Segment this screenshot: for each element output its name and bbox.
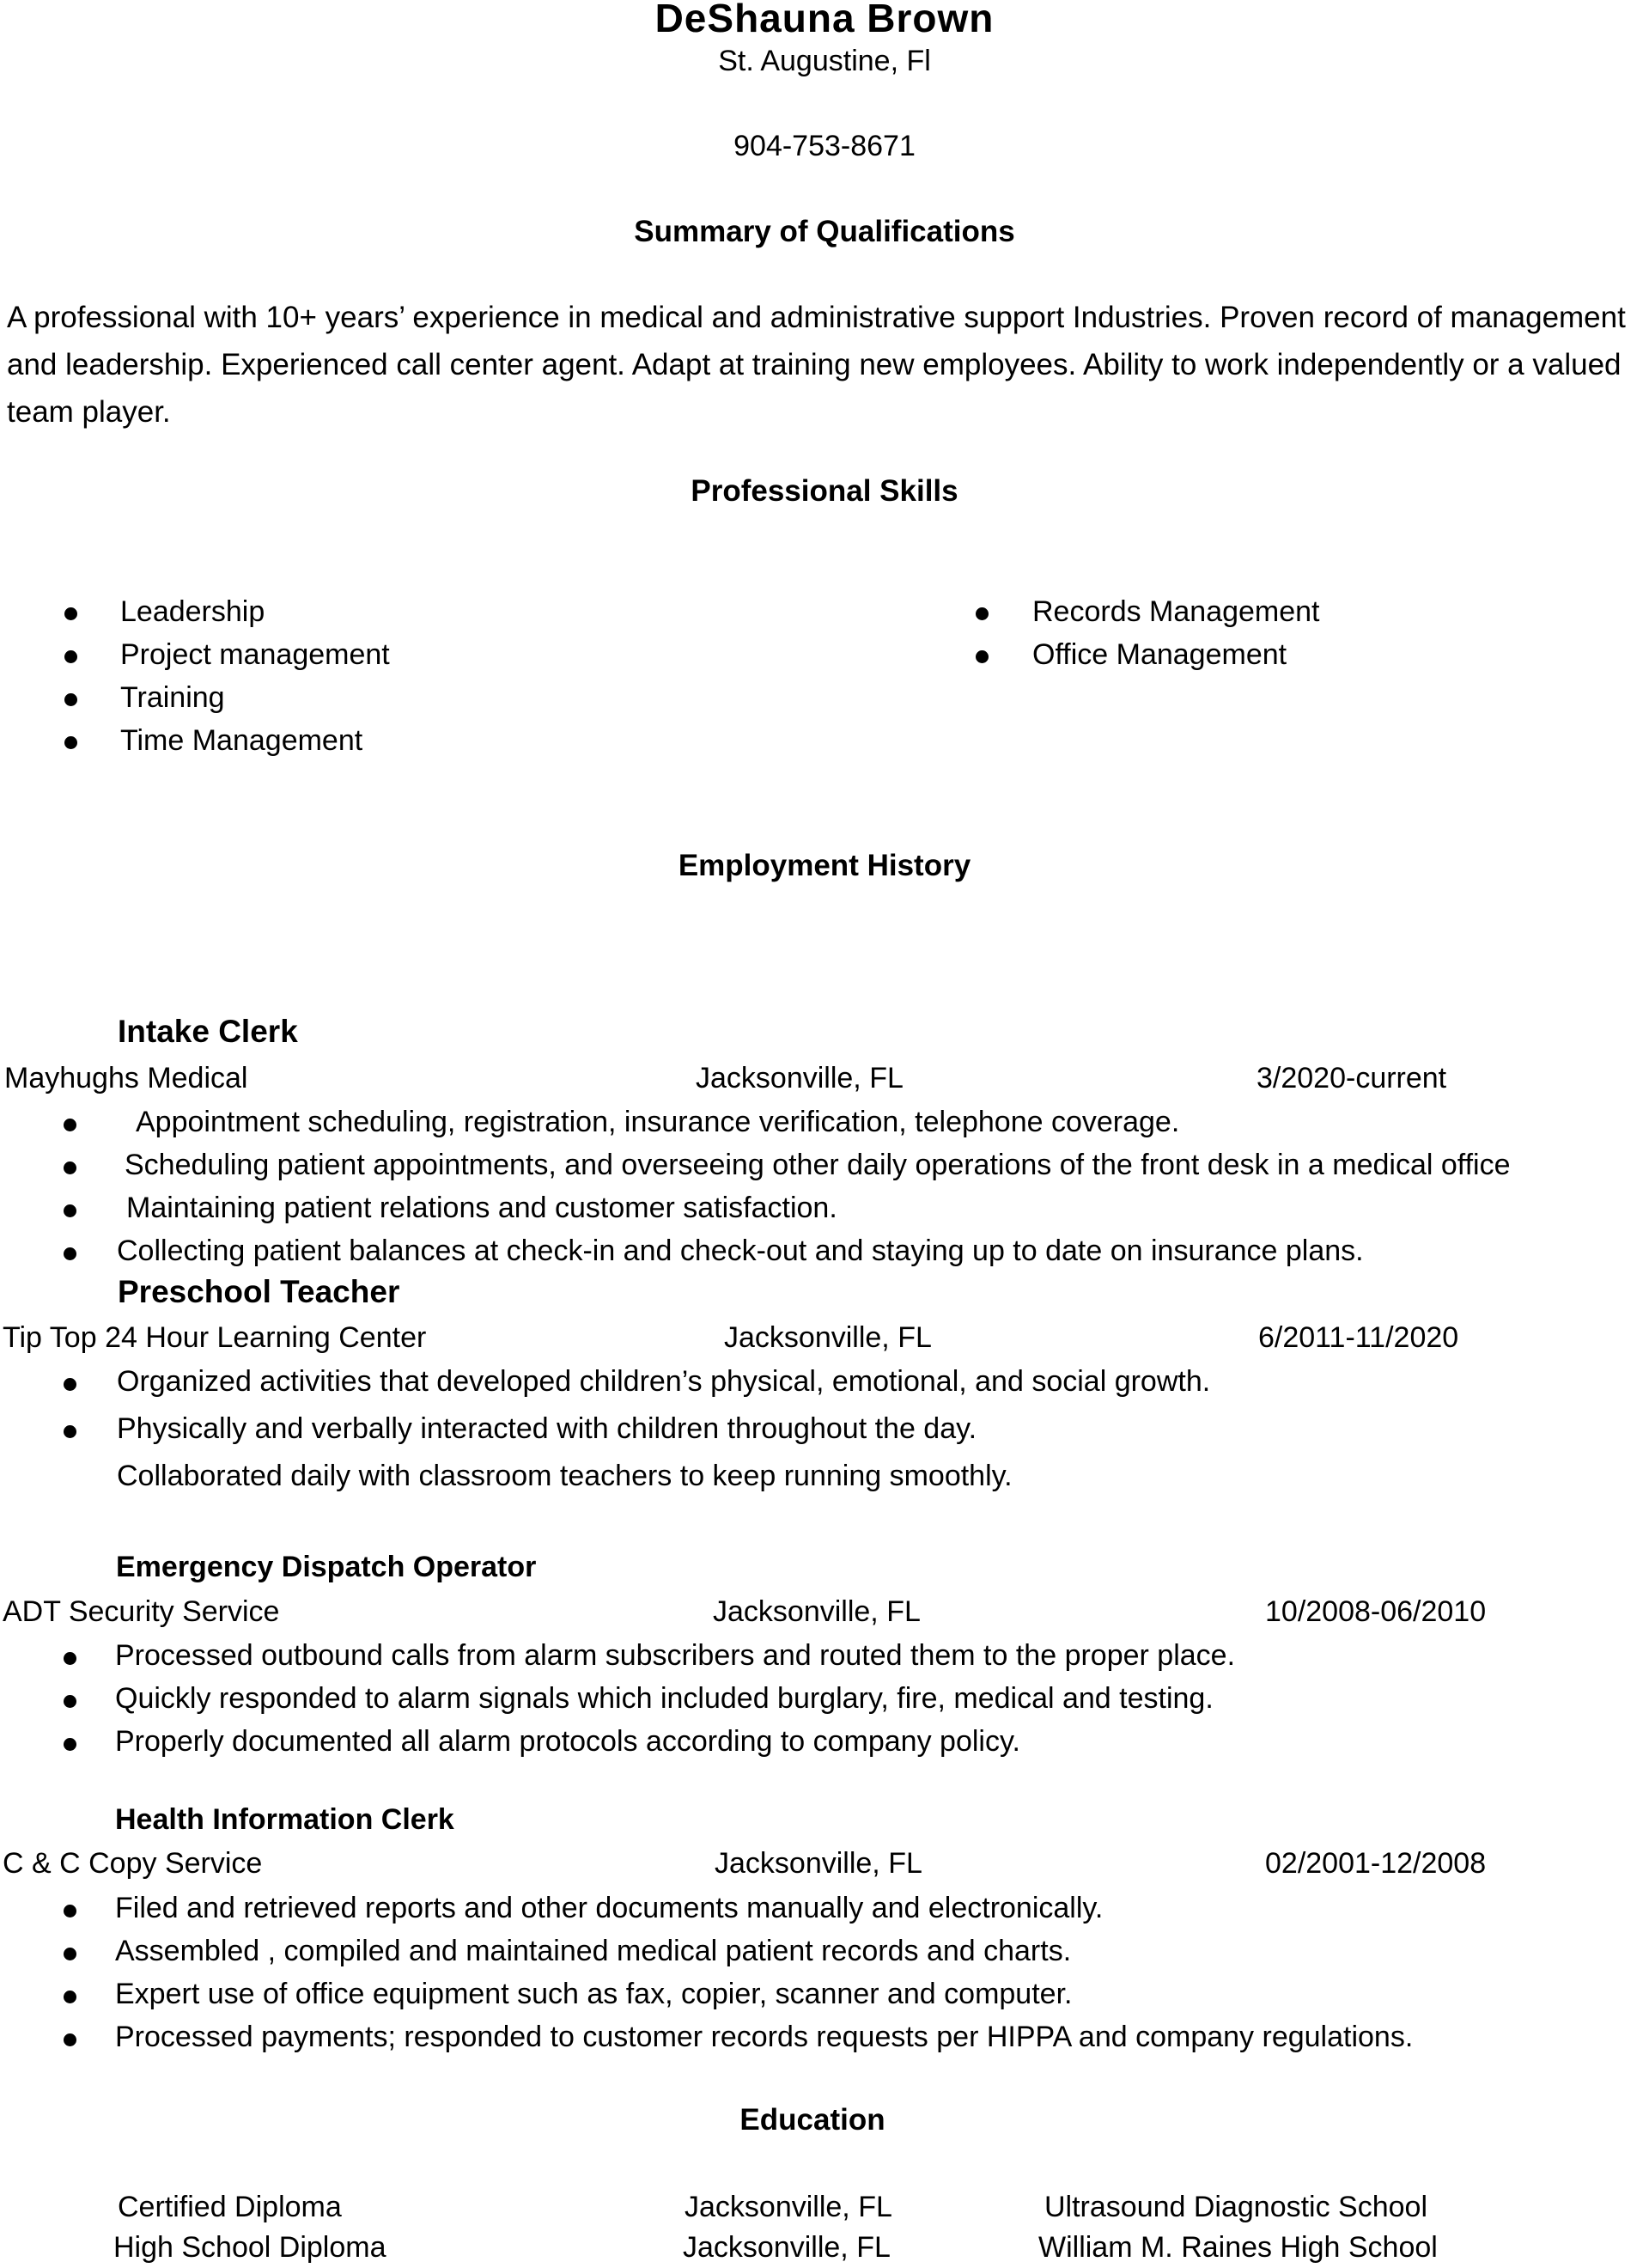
bullet-icon [64, 2033, 76, 2046]
bullet-icon [64, 1119, 76, 1131]
skill-item: Time Management [120, 724, 363, 757]
skill-item: Office Management [1032, 638, 1287, 671]
education-school: Ultrasound Diagnostic School [1044, 2191, 1428, 2223]
job-company: C & C Copy Service [3, 1847, 263, 1880]
bullet-icon [64, 1738, 76, 1751]
education-degree: High School Diploma [113, 2231, 386, 2264]
education-heading: Education [739, 2103, 885, 2137]
bullet-icon [64, 1695, 76, 1708]
education-school: William M. Raines High School [1038, 2231, 1438, 2264]
bullet-icon [64, 1991, 76, 2003]
skill-item: Records Management [1032, 595, 1320, 628]
location: St. Augustine, Fl [718, 45, 931, 77]
job-extra-line: Collaborated daily with classroom teachers to keep running smoothly. [117, 1460, 1013, 1492]
job-bullet: Organized activities that developed children’s physical, emotional, and social growth. [117, 1365, 1211, 1398]
bullet-icon [64, 1948, 76, 1960]
bullet-icon [976, 650, 989, 663]
skill-item: Project management [120, 638, 390, 671]
job-dates: 02/2001-12/2008 [1265, 1847, 1487, 1880]
employment-heading: Employment History [678, 849, 971, 882]
skill-item: Leadership [120, 595, 265, 628]
bullet-icon [64, 693, 77, 706]
bullet-icon [64, 1378, 76, 1391]
job-dates: 6/2011-11/2020 [1258, 1321, 1459, 1354]
education-degree: Certified Diploma [118, 2191, 342, 2223]
job-title: Intake Clerk [118, 1014, 298, 1049]
job-bullet: Collecting patient balances at check-in and check-out and staying up to date on insurance plans. [117, 1235, 1364, 1267]
job-city: Jacksonville, FL [715, 1847, 922, 1880]
education-city: Jacksonville, FL [685, 2191, 892, 2223]
job-bullet: Physically and verbally interacted with children throughout the day. [117, 1412, 977, 1445]
job-bullet: Assembled , compiled and maintained medical patient records and charts. [115, 1935, 1072, 1967]
bullet-icon [64, 736, 77, 749]
summary-text: A professional with 10+ years’ experience in medical and administrative support Industries. Proven record of management and leadership. Experienced call center agent. Adapt at training new employees. Ability to work independently or a valued team player. [7, 301, 1626, 429]
summary-heading: Summary of Qualifications [634, 215, 1015, 248]
bullet-icon [64, 1905, 76, 1917]
job-city: Jacksonville, FL [696, 1062, 904, 1094]
job-title: Preschool Teacher [118, 1274, 400, 1309]
bullet-icon [64, 1247, 76, 1260]
job-bullet: Properly documented all alarm protocols according to company policy. [115, 1725, 1020, 1758]
bullet-icon [64, 1425, 76, 1438]
job-bullet: Processed outbound calls from alarm subscribers and routed them to the proper place. [115, 1639, 1236, 1672]
phone-number: 904-753-8671 [733, 130, 916, 162]
education-city: Jacksonville, FL [683, 2231, 891, 2264]
bullet-icon [64, 1161, 76, 1174]
candidate-name: DeShauna Brown [654, 0, 995, 40]
bullet-icon [976, 607, 989, 620]
job-title: Health Information Clerk [115, 1803, 454, 1836]
bullet-icon [64, 607, 77, 620]
job-bullet: Quickly responded to alarm signals which included burglary, fire, medical and testing. [115, 1682, 1214, 1715]
job-city: Jacksonville, FL [724, 1321, 932, 1354]
bullet-icon [64, 1652, 76, 1665]
job-dates: 10/2008-06/2010 [1265, 1595, 1487, 1628]
job-dates: 3/2020-current [1257, 1062, 1447, 1094]
job-city: Jacksonville, FL [713, 1595, 921, 1628]
job-bullet: Appointment scheduling, registration, insurance verification, telephone coverage. [136, 1106, 1180, 1138]
job-bullet: Filed and retrieved reports and other documents manually and electronically. [115, 1892, 1104, 1924]
job-company: ADT Security Service [3, 1595, 280, 1628]
job-bullet: Processed payments; responded to customer records requests per HIPPA and company regulations. [115, 2021, 1414, 2053]
bullet-icon [64, 1204, 76, 1217]
job-title: Emergency Dispatch Operator [116, 1551, 537, 1583]
skills-heading: Professional Skills [691, 474, 958, 508]
bullet-icon [64, 650, 77, 663]
job-bullet: Maintaining patient relations and customer satisfaction. [126, 1192, 837, 1224]
job-company: Tip Top 24 Hour Learning Center [3, 1321, 427, 1354]
job-bullet: Expert use of office equipment such as fax, copier, scanner and computer. [115, 1978, 1073, 2010]
skill-item: Training [120, 681, 225, 714]
job-company: Mayhughs Medical [4, 1062, 248, 1094]
job-bullet: Scheduling patient appointments, and overseeing other daily operations of the front desk in a medical office [125, 1149, 1511, 1181]
